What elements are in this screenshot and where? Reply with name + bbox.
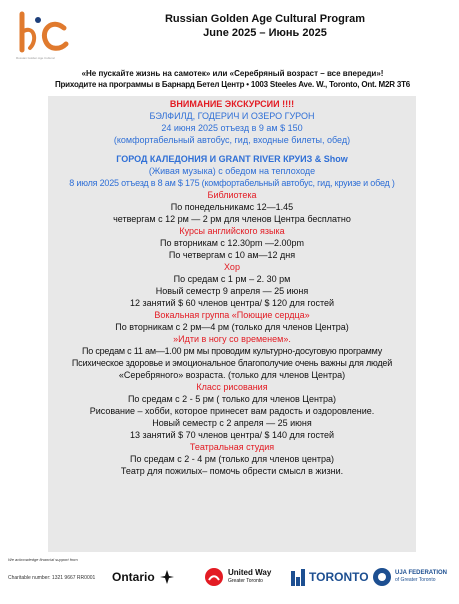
united-way-label: United Way — [228, 568, 272, 577]
drawing-line-2: Рисование – хобби, которое принесет вам радость и оздоровление. — [89, 406, 375, 416]
choir-line-2: Новый семестр 9 апреля — 25 июня — [155, 286, 309, 296]
title-line-1: Russian Golden Age Cultural Program — [164, 13, 366, 25]
vocal-line-1: По вторникам с 2 рм—4 рм (только для членов Центра) — [115, 322, 349, 332]
united-way-logo — [204, 562, 271, 592]
section-keep-up: »Идти в ногу со временем». — [173, 334, 291, 344]
keep-up-line-3: «Серебряного» возраста. (только для членов Центра) — [118, 370, 346, 380]
choir-line-3: 12 занятий $ 60 членов центра/ $ 120 для гостей — [129, 298, 335, 308]
toronto-logo — [290, 562, 369, 592]
trillium-icon — [159, 569, 175, 585]
excursion-1-details: (комфортабельный автобус, гид, входные билеты, обед) — [113, 135, 351, 145]
excursion-2-title: ГОРОД КАЛЕДОНИЯ И GRANT RIVER КРУИЗ & Show — [116, 154, 348, 164]
excursion-2-subtitle: (Живая музыка) с обедом на теплоходе — [148, 166, 316, 176]
uja-label: UJA FEDERATION — [395, 570, 448, 576]
excursion-1-date: 24 июня 2025 отъезд в 9 ам $ 150 — [161, 123, 303, 133]
section-choir: Хор — [224, 262, 240, 272]
excursion-heading: ВНИМАНИЕ ЭКСКУРСИИ !!!! — [169, 99, 295, 109]
keep-up-line-2: Психическое здоровье и эмоциональное благополучие очень важны для людей — [71, 358, 393, 368]
title-line-2: June 2025 – Июнь 2025 — [203, 27, 327, 39]
sponsor-logos — [112, 562, 457, 592]
ontario-logo — [112, 562, 175, 592]
uja-sublabel: of Greater Toronto — [395, 577, 436, 583]
spacer — [48, 146, 416, 153]
united-way-sublabel: Greater Toronto — [228, 578, 263, 584]
section-vocal: Вокальная группа «Поющие сердца» — [154, 310, 310, 320]
drawing-line-4: 13 занятий $ 70 членов центра/ $ 140 для гостей — [129, 430, 335, 440]
english-line-1: По вторникам с 12.30pm —2.00pm — [160, 238, 304, 248]
theatre-line-2: Театр для пожилых– помочь обрести смысл в жизни. — [120, 466, 344, 476]
theatre-line-1: По средам с 2 - 4 рм (только для членов центра) — [130, 454, 334, 464]
choir-line-1: По средам с 1 рм – 2. 30 рм — [173, 274, 291, 284]
uja-icon — [372, 567, 392, 587]
logo — [12, 10, 82, 66]
toronto-label: TORONTO — [309, 570, 369, 584]
section-theatre: Театральная студия — [189, 442, 275, 452]
charity-number: Charitable number: 1321 9667 RR0001 — [8, 575, 96, 581]
uja-logo — [372, 562, 447, 592]
united-way-icon — [204, 567, 224, 587]
intro-line-1: «Не пускайте жизнь на самотек» или «Серебряный возраст – все впереди»! — [81, 69, 384, 78]
intro-line-2: Приходите на программы в Барнард Бетел Центр • 1003 Steeles Ave. W., Toronto, Ont. M2R 3T6 — [54, 80, 411, 89]
toronto-city-hall-icon — [290, 567, 306, 587]
keep-up-line-1: По средам с 11 ам—1.00 рм мы проводим культурно-досуговую программу — [81, 346, 383, 356]
bbc-logo-icon — [12, 10, 72, 56]
support-note: We acknowledge financial support from — [8, 557, 78, 562]
ontario-label: Ontario — [112, 570, 155, 584]
page-title — [95, 12, 435, 40]
drawing-line-3: Новый семестр с 2 апреля — 25 июня — [152, 418, 312, 428]
drawing-line-1: По средам с 2 - 5 рм ( только для членов Центра) — [127, 394, 337, 404]
library-line-1: По понедельникамс 12—1.45 — [170, 202, 294, 212]
excursion-1-title: БЭЛФИЛД, ГОДЕРИЧ И ОЗЕРО ГУРОН — [149, 111, 315, 121]
section-drawing: Класс рисования — [196, 382, 268, 392]
excursion-2-date: 8 июля 2025 отъезд в 8 ам $ 175 (комфортабельный автобус, гид, круизе и обед ) — [69, 178, 395, 188]
section-english: Курсы английского языка — [179, 226, 285, 236]
program-content — [48, 98, 416, 477]
section-library: Библиотека — [207, 190, 257, 200]
english-line-2: По четвергам с 10 ам—12 дня — [168, 250, 296, 260]
intro-text — [20, 68, 445, 90]
logo-subtitle: Russian Golden Age Cultural — [16, 56, 55, 60]
library-line-2: четвергам с 12 рм — 2 рм для членов Центра бесплатно — [113, 214, 351, 224]
